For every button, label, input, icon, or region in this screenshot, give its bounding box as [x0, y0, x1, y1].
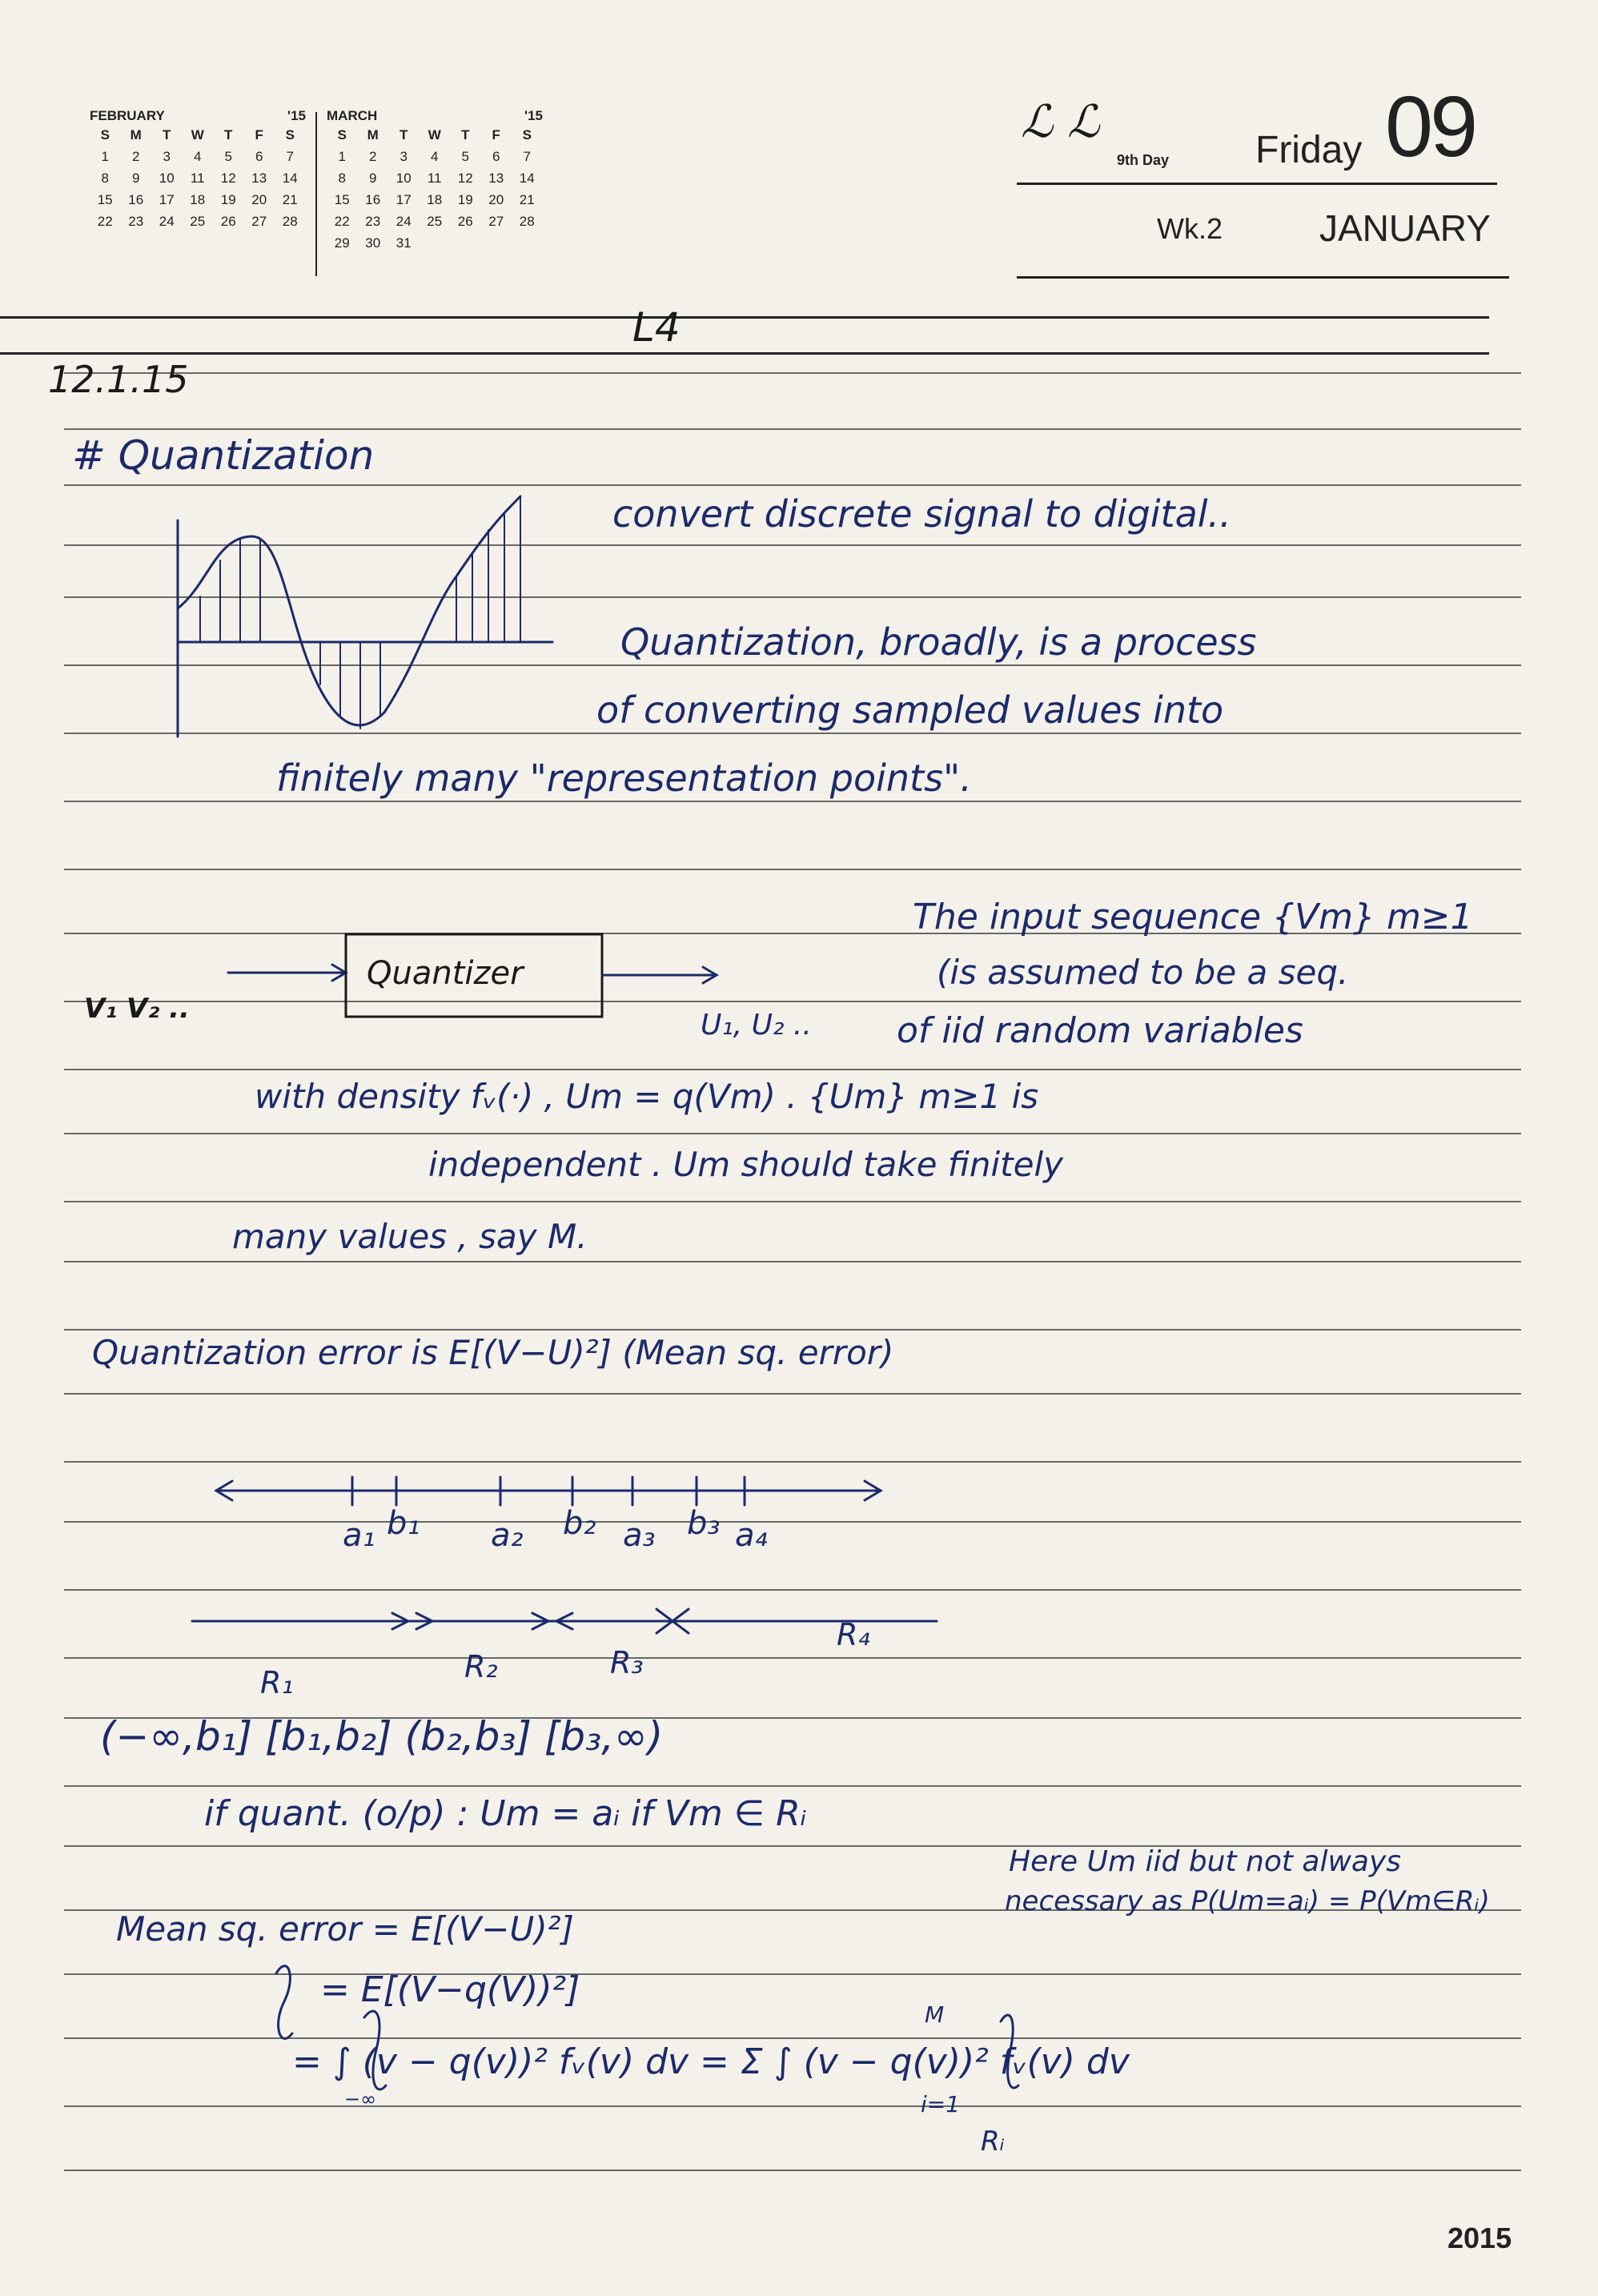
assumed: (is assumed to be a seq. [937, 953, 1349, 992]
feb-day-cell: 20 [251, 192, 267, 207]
quant-op-line: if quant. (o/p) : Um = aᵢ if Vm ∈ Rᵢ [204, 1793, 807, 1834]
axis-label: b₁ [387, 1505, 420, 1542]
feb-day-cell: 28 [282, 214, 298, 229]
mar-weekday-3: W [428, 127, 441, 142]
feb-day-cell: 12 [220, 171, 236, 186]
axis-label: b₃ [687, 1505, 721, 1542]
mar-day-cell: 17 [395, 192, 412, 207]
sampled-signal-sketch [178, 496, 552, 737]
feb-day-cell: 14 [282, 171, 298, 186]
sum-lower-limit: i=1 [921, 2091, 961, 2117]
date-number: 09 [1385, 78, 1476, 175]
mar-day-cell: 19 [457, 192, 473, 207]
line-1: convert discrete signal to digital.. [612, 492, 1231, 536]
input-sequence: The input sequence {Vm} m≥1 [913, 897, 1473, 937]
mar-day-cell: 27 [488, 214, 504, 229]
line-3: of converting sampled values into [596, 688, 1224, 732]
feb-day-cell: 9 [132, 171, 140, 186]
mar-day-cell: 30 [365, 235, 381, 251]
axis-label: a₃ [623, 1517, 656, 1554]
feb-day-cell: 15 [97, 192, 113, 207]
mar-day-cell: 11 [427, 171, 442, 186]
feb-day-cell: 21 [282, 192, 298, 207]
mar-day-cell: 14 [519, 171, 535, 186]
note-date: 12.1.15 [48, 358, 189, 401]
iid-note-2: necessary as P(Um=aᵢ) = P(Vm∈Rᵢ) [1005, 1885, 1490, 1917]
feb-day-cell: 16 [128, 192, 144, 207]
feb-weekday-1: M [130, 127, 142, 142]
feb-day-cell: 17 [159, 192, 175, 207]
region-r1: R₁ [260, 1665, 294, 1700]
mar-day-cell: 1 [338, 149, 346, 164]
mar-day-cell: 5 [461, 149, 469, 164]
mar-day-cell: 31 [395, 235, 412, 251]
feb-title: FEBRUARY [90, 108, 165, 123]
mar-day-cell: 25 [427, 214, 443, 229]
weekday: Friday [1255, 129, 1363, 171]
axis-label: a₂ [491, 1517, 524, 1554]
axis-label: b₂ [563, 1505, 596, 1542]
week-number: Wk.2 [1157, 212, 1223, 245]
mar-day-cell: 12 [457, 171, 473, 186]
signal-curve [178, 496, 520, 725]
initials-stamp: ℒ ℒ [1021, 96, 1100, 148]
density-line: with density fᵥ(·) , Um = q(Vm) . {Um} m≥1 is [255, 1077, 1039, 1116]
feb-day-cell: 7 [286, 149, 294, 164]
feb-day-cell: 8 [101, 171, 109, 186]
mar-day-cell: 20 [488, 192, 504, 207]
quantizer-label: Quantizer [367, 955, 524, 992]
mse-line-1: Mean sq. error = E[(V−U)²] [116, 1909, 574, 1949]
month: JANUARY [1319, 207, 1491, 249]
lecture-number: L4 [632, 304, 681, 351]
feb-weekday-0: S [100, 127, 110, 142]
feb-day-cell: 4 [194, 149, 202, 164]
regions-diagram [192, 1609, 937, 1633]
integral-sign-small [276, 1966, 292, 2039]
mar-day-cell: 23 [365, 214, 381, 229]
feb-day-cell: 19 [220, 192, 236, 207]
mar-day-cell: 16 [365, 192, 381, 207]
feb-day-cell: 5 [224, 149, 232, 164]
mar-weekday-0: S [337, 127, 347, 142]
intervals-line: (−∞,b₁] [b₁,b₂] (b₂,b₃] [b₃,∞) [100, 1713, 664, 1760]
feb-weekday-2: T [163, 127, 171, 142]
mar-day-cell: 22 [334, 214, 350, 229]
feb-weekday-4: T [224, 127, 233, 142]
heading: # Quantization [72, 432, 375, 479]
feb-day-cell: 10 [159, 171, 175, 186]
feb-year: '15 [287, 108, 306, 123]
input-v-label: V₁ V₂ .. [84, 993, 190, 1025]
feb-day-cell: 3 [163, 149, 171, 164]
output-u-label: U₁, U₂ .. [701, 1009, 812, 1042]
mar-day-cell: 13 [488, 171, 504, 186]
integral-lower-limit: −∞ [344, 2088, 377, 2110]
mar-day-cell: 9 [369, 171, 377, 186]
independent-line: independent . Um should take finitely [428, 1145, 1064, 1184]
feb-day-cell: 6 [255, 149, 263, 164]
region-r2: R₂ [464, 1649, 498, 1684]
mar-day-cell: 4 [431, 149, 439, 164]
mar-day-cell: 2 [369, 149, 377, 164]
feb-day-cell: 26 [220, 214, 236, 229]
year-label: 2015 [1447, 2222, 1512, 2254]
feb-weekday-3: W [191, 127, 204, 142]
iid-note-1: Here Um iid but not always [1009, 1845, 1402, 1878]
quantizer-box [346, 934, 602, 1017]
mar-day-cell: 7 [523, 149, 531, 164]
line-2: Quantization, broadly, is a process [620, 620, 1257, 664]
mar-day-cell: 8 [338, 171, 346, 186]
line-4: finitely many "representation points". [276, 757, 972, 800]
feb-day-cell: 24 [159, 214, 175, 229]
mar-day-cell: 6 [492, 149, 500, 164]
feb-day-cell: 11 [190, 171, 205, 186]
mar-weekday-5: F [492, 127, 500, 142]
feb-weekday-6: S [285, 127, 295, 142]
feb-day-cell: 1 [101, 149, 109, 164]
mar-weekday-4: T [461, 127, 470, 142]
mar-day-cell: 21 [519, 192, 535, 207]
mar-weekday-2: T [400, 127, 408, 142]
feb-day-cell: 25 [190, 214, 206, 229]
iid-line: of iid random variables [897, 1010, 1303, 1051]
day-number: 9th Day [1117, 152, 1170, 168]
mar-day-cell: 3 [400, 149, 408, 164]
mar-year: '15 [524, 108, 543, 123]
many-values-line: many values , say M. [232, 1217, 588, 1256]
mar-day-cell: 10 [395, 171, 412, 186]
region-r3: R₃ [610, 1645, 644, 1680]
quant-error-line: Quantization error is E[(V−U)²] (Mean sq. error) [92, 1333, 894, 1372]
integral-sign-region [1001, 2015, 1018, 2088]
axis-label: a₁ [343, 1517, 375, 1554]
feb-day-cell: 13 [251, 171, 267, 186]
mar-day-cell: 29 [334, 235, 350, 251]
mar-title: MARCH [327, 108, 378, 123]
math-symbols [276, 1966, 1018, 2089]
feb-day-cell: 22 [97, 214, 113, 229]
feb-day-cell: 2 [132, 149, 140, 164]
region-subscript: Rᵢ [981, 2125, 1005, 2158]
sum-upper-limit: M [925, 2001, 945, 2028]
integral-sign [364, 2011, 386, 2089]
mse-line-3: = ∫ (v − q(v))² fᵥ(v) dv = Σ ∫ (v − q(v))² fᵥ(v) dv [292, 2041, 1130, 2082]
feb-day-cell: 18 [190, 192, 206, 207]
feb-day-cell: 23 [128, 214, 144, 229]
feb-day-cell: 27 [251, 214, 267, 229]
region-r4: R₄ [837, 1617, 870, 1652]
feb-weekday-5: F [255, 127, 263, 142]
axis-label: a₄ [735, 1517, 768, 1554]
real-line-diagram [216, 1477, 881, 1505]
mar-day-cell: 26 [457, 214, 473, 229]
quantizer-diagram [228, 934, 717, 1017]
mse-line-2: = E[(V−q(V))²] [320, 1969, 580, 2010]
mar-weekday-1: M [367, 127, 379, 142]
mar-day-cell: 24 [395, 214, 412, 229]
mar-weekday-6: S [522, 127, 532, 142]
mar-day-cell: 15 [334, 192, 350, 207]
mar-day-cell: 18 [427, 192, 443, 207]
mar-day-cell: 28 [519, 214, 535, 229]
